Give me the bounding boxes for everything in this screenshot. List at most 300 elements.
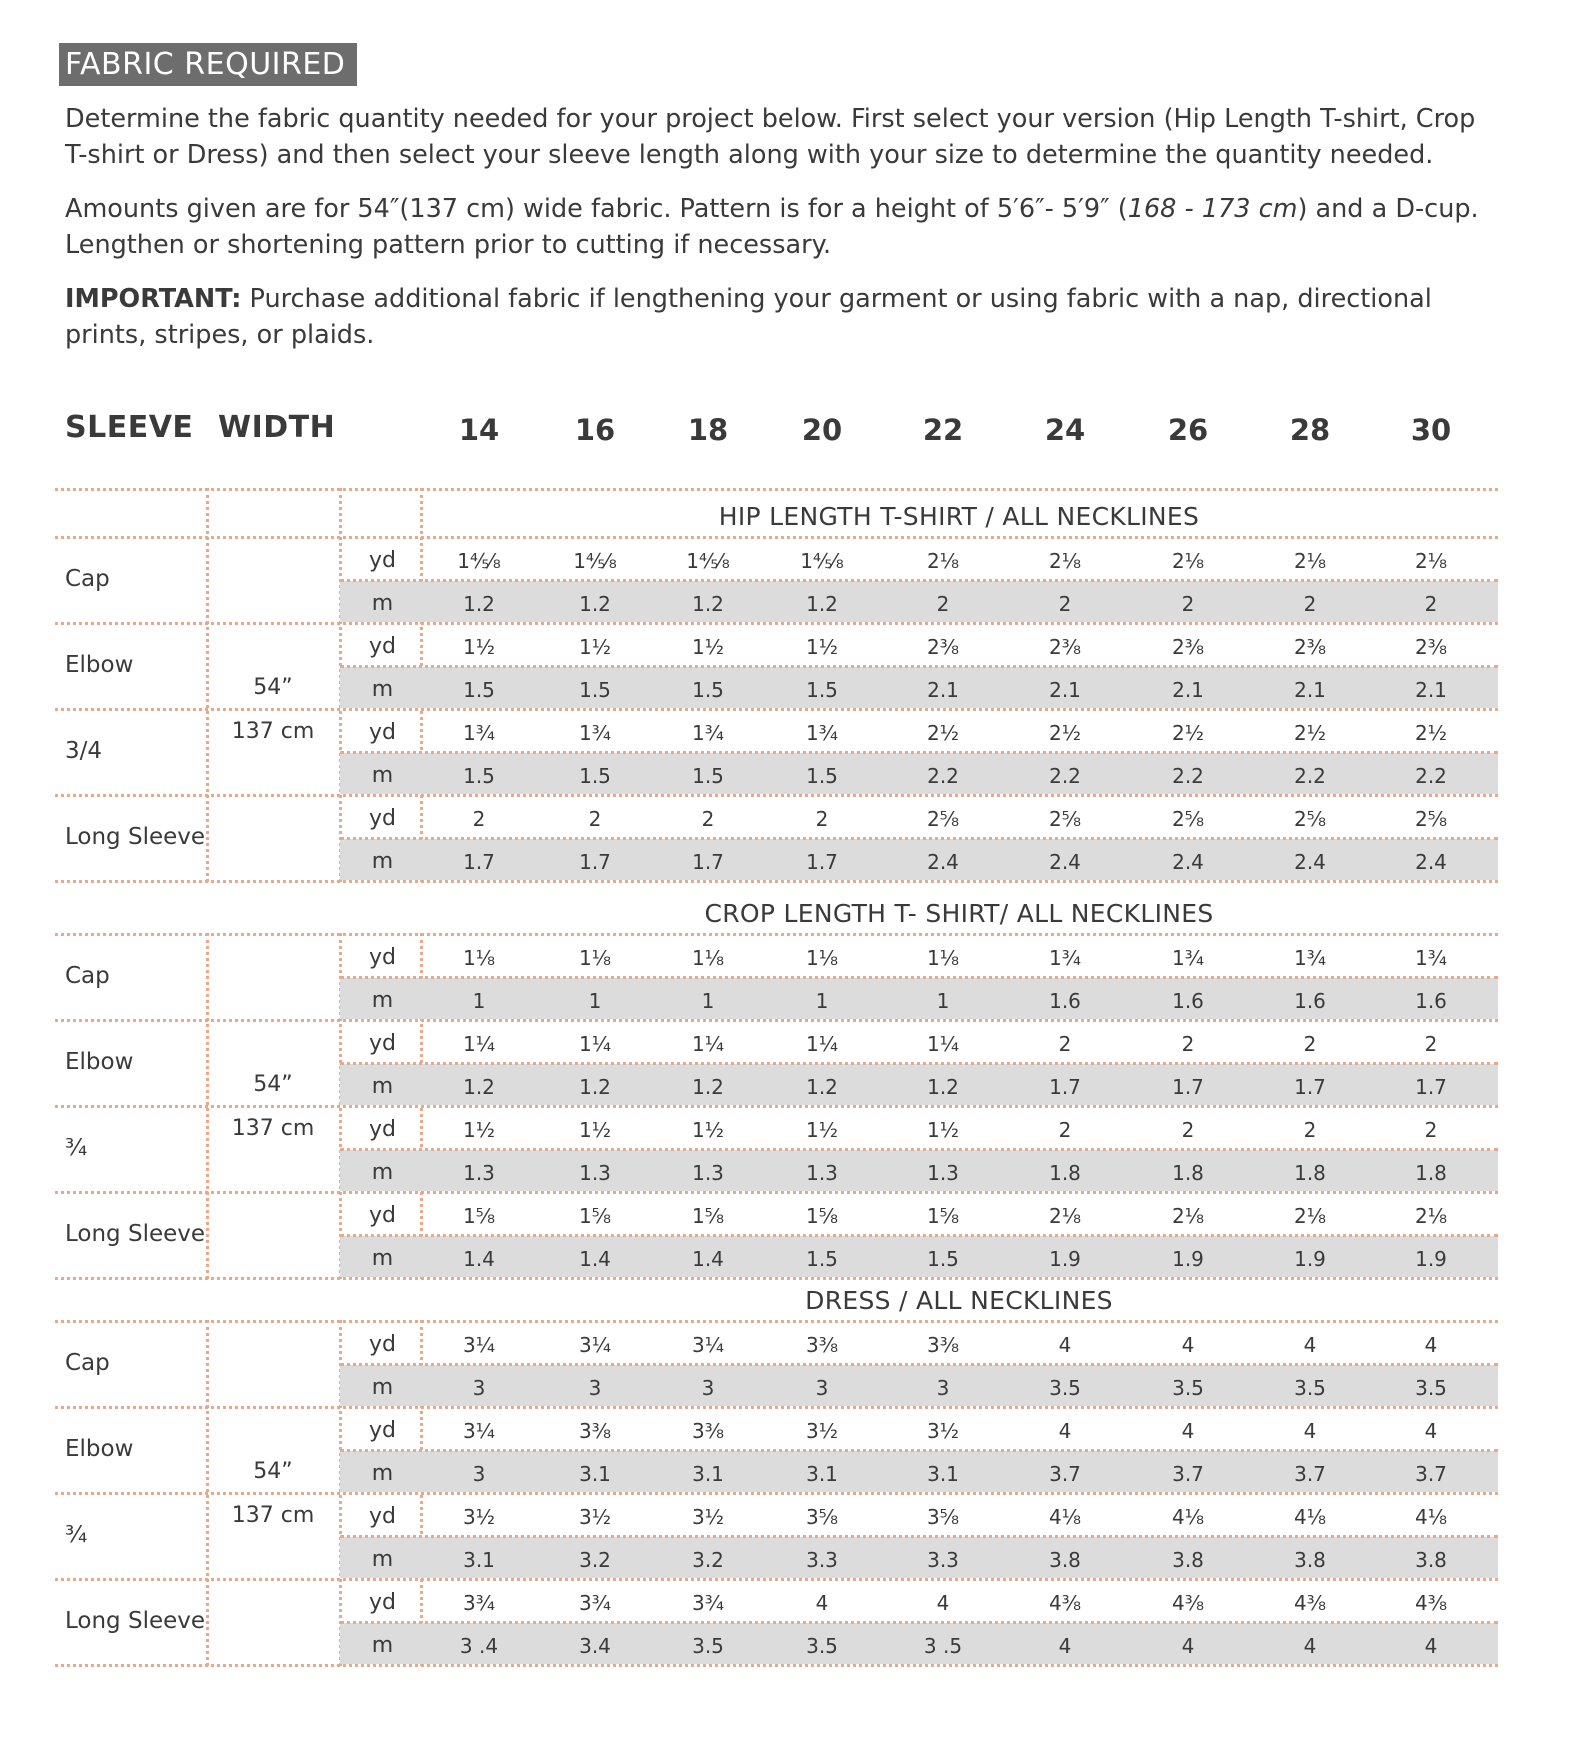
yd-value: 1¹⁄₂ [691,635,725,659]
m-value: 1.6 [1294,989,1326,1013]
yd-value: 2 [1181,1032,1195,1056]
m-value: 3.1 [927,1462,959,1486]
rule-unit [340,1535,1498,1538]
rule-unit [340,976,1498,979]
m-value: 2.4 [1172,850,1204,874]
m-value: 3.5 [692,1634,724,1658]
sleeve-header: SLEEVE [65,410,194,445]
yd-value: 4³⁄₈ [1414,1591,1448,1615]
yd-value: 2³⁄₈ [926,635,960,659]
m-value: 3.7 [1294,1462,1326,1486]
yd-value: 1¹⁄₄ [805,1032,839,1056]
m-value: 1.5 [927,1247,959,1271]
yd-value: 4¹⁄₈ [1048,1505,1082,1529]
rule-row [55,794,1498,797]
m-value: 1.2 [463,592,495,616]
unit-label-m: m [371,763,394,788]
m-value: 1.6 [1049,989,1081,1013]
sleeve-label: 3/4 [65,738,103,764]
yd-value: 1¹⁄₂ [691,1118,725,1142]
unit-label-yd: yd [369,720,396,745]
width-label [208,1450,338,1538]
m-value: 3.7 [1172,1462,1204,1486]
m-value: 2 [936,592,950,616]
yd-value: 4³⁄₈ [1171,1591,1205,1615]
yd-value: 1³⁄₄ [1171,946,1205,970]
width-cm: 137 cm [231,719,315,744]
yd-value: 1⁵⁄₈ [805,1204,839,1228]
yd-value: 1¹⁄₈ [805,946,839,970]
width-inches: 54” [253,1459,293,1484]
yd-value: 2³⁄₈ [1293,635,1327,659]
width-label [208,666,338,754]
yd-value: 4¹⁄₈ [1171,1505,1205,1529]
yd-value: 1¹⁄₂ [578,1118,612,1142]
m-value: 2.1 [1172,678,1204,702]
yd-value: 1¹⁄₈ [691,946,725,970]
m-value: 3.2 [579,1548,611,1572]
m-value: 2.4 [1294,850,1326,874]
unit-label-m: m [371,591,394,616]
m-value: 3.8 [1294,1548,1326,1572]
yd-value: 2¹⁄₈ [1171,549,1205,573]
section-heading: FABRIC REQUIRED [59,43,357,86]
yd-value: 1¹⁄₄ [578,1032,612,1056]
unit-label-yd: yd [369,1418,396,1443]
m-value: 1 [472,989,486,1013]
rule-unit [340,665,1498,668]
yd-value: 2¹⁄₈ [1293,1204,1327,1228]
unit-label-yd: yd [369,1590,396,1615]
yd-value: 1¹⁄₈ [462,946,496,970]
sleeve-label: Elbow [65,652,134,678]
size-header-14: 14 [458,413,500,447]
amounts-text-a: Amounts given are for 54″(137 cm) wide fabric. Pattern is for a height of 5′6″- 5′9″ ( [65,194,1128,224]
yd-value: 1¹⁄₄ [691,1032,725,1056]
m-value: 3.1 [806,1462,838,1486]
yd-value: 1⅘⁄₈ [800,549,844,573]
m-value: 3 [936,1376,950,1400]
m-value: 1 [936,989,950,1013]
sleeve-label: Elbow [65,1436,134,1462]
yd-value: 4 [936,1591,950,1615]
m-value: 2.1 [1049,678,1081,702]
m-value: 3 .5 [923,1634,963,1658]
yd-value: 4 [1303,1419,1317,1443]
yd-value: 2¹⁄₈ [1293,549,1327,573]
yd-value: 2¹⁄₂ [1048,721,1082,745]
size-header-16: 16 [574,413,616,447]
yd-value: 1¹⁄₂ [926,1118,960,1142]
yd-value: 3³⁄₄ [691,1591,725,1615]
m-value: 3 [815,1376,829,1400]
yd-value: 1¹⁄₂ [462,635,496,659]
m-value: 1.3 [806,1161,838,1185]
yd-value: 2 [1303,1118,1317,1142]
rule-row [55,880,1498,883]
m-value: 3.1 [463,1548,495,1572]
m-value: 1.5 [806,678,838,702]
m-value: 4 [1303,1634,1317,1658]
yd-value: 2 [701,807,715,831]
width-label [208,1063,338,1151]
yd-value: 1⁵⁄₈ [578,1204,612,1228]
unit-label-m: m [371,1246,394,1271]
m-value: 1 [815,989,829,1013]
yd-value: 4 [1058,1419,1072,1443]
m-value: 2.2 [1172,764,1204,788]
yd-value: 2¹⁄₈ [1171,1204,1205,1228]
m-value: 2.2 [927,764,959,788]
yd-value: 1¹⁄₂ [805,635,839,659]
yd-value: 2⁵⁄₈ [1293,807,1327,831]
yd-value: 2 [1058,1118,1072,1142]
m-value: 2.1 [927,678,959,702]
important-text: Purchase additional fabric if lengthening your garment or using fabric with a nap, directional prints, stripes, or plaids. [65,284,1432,350]
sleeve-label: Long Sleeve [65,824,206,850]
important-label: IMPORTANT: [65,284,242,314]
yd-value: 2 [1181,1118,1195,1142]
unit-label-yd: yd [369,806,396,831]
m-value: 1.2 [927,1075,959,1099]
m-value: 3.5 [1172,1376,1204,1400]
m-value: 2.4 [1415,850,1447,874]
m-value: 2.2 [1294,764,1326,788]
m-value: 1.5 [463,764,495,788]
yd-value: 4 [1424,1333,1438,1357]
m-value: 3.8 [1172,1548,1204,1572]
size-header-30: 30 [1410,413,1452,447]
yd-value: 3¹⁄₂ [805,1419,839,1443]
m-value: 2.1 [1415,678,1447,702]
yd-value: 1¹⁄₈ [578,946,612,970]
yd-value: 1⅘⁄₈ [457,549,501,573]
yd-value: 3¹⁄₂ [578,1505,612,1529]
yd-value: 1¹⁄₄ [926,1032,960,1056]
m-value: 1.6 [1172,989,1204,1013]
unit-label-yd: yd [369,1203,396,1228]
m-value: 1.5 [579,764,611,788]
size-header-18: 18 [687,413,729,447]
m-value: 2.2 [1049,764,1081,788]
unit-label-m: m [371,1547,394,1572]
m-value: 1.7 [1172,1075,1204,1099]
m-value: 1.5 [806,1247,838,1271]
yd-value: 3⁵⁄₈ [926,1505,960,1529]
yd-value: 1¹⁄₄ [462,1032,496,1056]
size-header-22: 22 [922,413,964,447]
yd-value: 1⅘⁄₈ [686,549,730,573]
m-value: 3.5 [806,1634,838,1658]
yd-value: 2 [815,807,829,831]
yd-value: 4 [1058,1333,1072,1357]
width-cm: 137 cm [231,1116,315,1141]
yd-value: 4³⁄₈ [1293,1591,1327,1615]
sleeve-label: Elbow [65,1049,134,1075]
yd-value: 2 [472,807,486,831]
m-value: 1.2 [463,1075,495,1099]
yd-value: 2³⁄₈ [1171,635,1205,659]
sleeve-label: Cap [65,963,110,989]
m-value: 2.4 [1049,850,1081,874]
yd-value: 2¹⁄₈ [1048,1204,1082,1228]
m-value: 2 [1424,592,1438,616]
sleeve-label: Long Sleeve [65,1608,206,1634]
rule-unit [340,751,1498,754]
unit-label-yd: yd [369,1117,396,1142]
yd-value: 3¹⁄₄ [691,1333,725,1357]
rule-unit [340,1234,1498,1237]
yd-value: 2¹⁄₂ [1414,721,1448,745]
rule-row [55,1664,1498,1667]
m-value: 2 [1181,592,1195,616]
m-value: 3 [701,1376,715,1400]
yd-value: 3³⁄₈ [926,1333,960,1357]
rule-section-top [55,933,1498,936]
section-title: DRESS / ALL NECKLINES [805,1286,1113,1315]
yd-value: 1³⁄₄ [1293,946,1327,970]
unit-label-yd: yd [369,1504,396,1529]
m-value: 2.2 [1415,764,1447,788]
unit-label-m: m [371,1461,394,1486]
m-value: 1.3 [579,1161,611,1185]
m-value: 2.1 [1294,678,1326,702]
rule-unit [340,1363,1498,1366]
m-value: 1.2 [692,592,724,616]
m-value: 3.1 [579,1462,611,1486]
m-value: 3.4 [579,1634,611,1658]
amounts-paragraph [65,191,1505,263]
m-value: 1.3 [927,1161,959,1185]
yd-value: 2⁵⁄₈ [1414,807,1448,831]
m-value: 1.8 [1172,1161,1204,1185]
yd-value: 2 [588,807,602,831]
section-title: CROP LENGTH T- SHIRT/ ALL NECKLINES [704,899,1214,928]
m-value: 1.7 [1294,1075,1326,1099]
yd-value: 3³⁄₄ [578,1591,612,1615]
m-value: 1.4 [579,1247,611,1271]
yd-value: 1⁵⁄₈ [462,1204,496,1228]
rule-unit [340,579,1498,582]
m-value: 3.1 [692,1462,724,1486]
rule-unit [340,1449,1498,1452]
m-value: 1.4 [692,1247,724,1271]
m-value: 1.5 [579,678,611,702]
yd-value: 2¹⁄₈ [1048,549,1082,573]
m-value: 1.9 [1415,1247,1447,1271]
unit-label-m: m [371,849,394,874]
yd-value: 1⁵⁄₈ [691,1204,725,1228]
unit-label-m: m [371,1375,394,1400]
size-header-24: 24 [1044,413,1086,447]
m-value: 2.4 [927,850,959,874]
yd-value: 3³⁄₈ [805,1333,839,1357]
m-value: 4 [1181,1634,1195,1658]
yd-value: 3¹⁄₄ [462,1333,496,1357]
section-title: HIP LENGTH T-SHIRT / ALL NECKLINES [718,502,1200,531]
m-value: 1 [588,989,602,1013]
size-header-20: 20 [801,413,843,447]
yd-value: 3¹⁄₄ [462,1419,496,1443]
unit-label-yd: yd [369,548,396,573]
m-value: 1 [701,989,715,1013]
rule-unit [340,1621,1498,1624]
yd-value: 1³⁄₄ [1414,946,1448,970]
m-value: 3.7 [1415,1462,1447,1486]
yd-value: 4 [1181,1333,1195,1357]
rule-row [55,1406,1498,1409]
m-value: 3.3 [927,1548,959,1572]
rule-section-top [55,536,1498,539]
size-header-28: 28 [1289,413,1331,447]
m-value: 1.4 [463,1247,495,1271]
m-value: 1.5 [692,764,724,788]
m-value: 1.7 [463,850,495,874]
m-value: 1.2 [806,592,838,616]
m-value: 1.9 [1294,1247,1326,1271]
yd-value: 1³⁄₄ [1048,946,1082,970]
rule-row [55,1578,1498,1581]
important-paragraph [65,281,1505,353]
m-value: 1.3 [463,1161,495,1185]
m-value: 1.8 [1415,1161,1447,1185]
yd-value: 3¹⁄₄ [578,1333,612,1357]
m-value: 1.7 [806,850,838,874]
m-value: 3.7 [1049,1462,1081,1486]
m-value: 1.6 [1415,989,1447,1013]
unit-label-m: m [371,988,394,1013]
m-value: 1.5 [806,764,838,788]
m-value: 3.8 [1415,1548,1447,1572]
rule-unit [340,1148,1498,1151]
unit-label-m: m [371,1633,394,1658]
m-value: 1.5 [463,678,495,702]
m-value: 3.5 [1294,1376,1326,1400]
sleeve-label: ¾ [65,1135,88,1161]
yd-value: 2 [1424,1032,1438,1056]
unit-label-yd: yd [369,1332,396,1357]
m-value: 3 [472,1376,486,1400]
m-value: 3 [588,1376,602,1400]
width-cm: 137 cm [231,1503,315,1528]
yd-value: 1¹⁄₂ [805,1118,839,1142]
sleeve-label: Cap [65,1350,110,1376]
amounts-text-b: 168 - 173 cm [1127,194,1298,224]
rule-unit [340,837,1498,840]
m-value: 3 [472,1462,486,1486]
yd-value: 2⁵⁄₈ [926,807,960,831]
unit-label-yd: yd [369,634,396,659]
unit-label-yd: yd [369,1031,396,1056]
m-value: 1.7 [692,850,724,874]
rule-section-top [55,1320,1498,1323]
m-value: 3.5 [1049,1376,1081,1400]
width-header: WIDTH [218,410,336,445]
yd-value: 1³⁄₄ [805,721,839,745]
yd-value: 1¹⁄₂ [462,1118,496,1142]
m-value: 3 .4 [459,1634,499,1658]
yd-value: 2¹⁄₂ [926,721,960,745]
yd-value: 4 [1303,1333,1317,1357]
yd-value: 2¹⁄₈ [926,549,960,573]
yd-value: 2 [1058,1032,1072,1056]
yd-value: 4¹⁄₈ [1293,1505,1327,1529]
m-value: 2 [1303,592,1317,616]
size-header-26: 26 [1167,413,1209,447]
unit-label-yd: yd [369,945,396,970]
intro-paragraph: Determine the fabric quantity needed for your project below. First select your version (Hip Length T-shirt, Crop T-shirt or Dress) and then select your sleeve length along with your size to determine the quantity needed. [65,104,1476,170]
yd-value: 1¹⁄₈ [926,946,960,970]
yd-value: 3³⁄₄ [462,1591,496,1615]
rule-row [55,1019,1498,1022]
yd-value: 2³⁄₈ [1414,635,1448,659]
m-value: 1.2 [579,1075,611,1099]
sleeve-label: Long Sleeve [65,1221,206,1247]
m-value: 1.7 [1415,1075,1447,1099]
yd-value: 2 [1303,1032,1317,1056]
m-value: 3.3 [806,1548,838,1572]
yd-value: 1¹⁄₂ [578,635,612,659]
m-value: 4 [1058,1634,1072,1658]
m-value: 1.8 [1049,1161,1081,1185]
yd-value: 2³⁄₈ [1048,635,1082,659]
yd-value: 2¹⁄₂ [1293,721,1327,745]
m-value: 4 [1424,1634,1438,1658]
yd-value: 2 [1424,1118,1438,1142]
yd-value: 2⁵⁄₈ [1048,807,1082,831]
m-value: 1.5 [692,678,724,702]
yd-value: 3¹⁄₂ [462,1505,496,1529]
m-value: 1.7 [1049,1075,1081,1099]
yd-value: 1³⁄₄ [691,721,725,745]
yd-value: 4 [815,1591,829,1615]
m-value: 1.2 [579,592,611,616]
yd-value: 1⁵⁄₈ [926,1204,960,1228]
rule-row [55,1191,1498,1194]
yd-value: 3¹⁄₂ [691,1505,725,1529]
m-value: 1.9 [1049,1247,1081,1271]
yd-value: 1³⁄₄ [462,721,496,745]
yd-value: 4³⁄₈ [1048,1591,1082,1615]
yd-value: 1³⁄₄ [578,721,612,745]
yd-value: 2¹⁄₈ [1414,549,1448,573]
unit-label-m: m [371,1160,394,1185]
unit-label-m: m [371,677,394,702]
m-value: 1.8 [1294,1161,1326,1185]
width-inches: 54” [253,1072,293,1097]
yd-value: 3³⁄₈ [691,1419,725,1443]
m-value: 1.2 [806,1075,838,1099]
m-value: 1.7 [579,850,611,874]
unit-label-m: m [371,1074,394,1099]
rule-row [55,622,1498,625]
yd-value: 2¹⁄₈ [1414,1204,1448,1228]
sleeve-label: Cap [65,566,110,592]
width-inches: 54” [253,675,293,700]
yd-value: 3¹⁄₂ [926,1419,960,1443]
m-value: 1.2 [692,1075,724,1099]
yd-value: 4¹⁄₈ [1414,1505,1448,1529]
yd-value: 3³⁄₈ [578,1419,612,1443]
yd-value: 3⁵⁄₈ [805,1505,839,1529]
rule-unit [340,1062,1498,1065]
sleeve-label: ¾ [65,1522,88,1548]
m-value: 3.5 [1415,1376,1447,1400]
m-value: 1.3 [692,1161,724,1185]
m-value: 2 [1058,592,1072,616]
yd-value: 2¹⁄₂ [1171,721,1205,745]
rule-top [55,488,1498,491]
